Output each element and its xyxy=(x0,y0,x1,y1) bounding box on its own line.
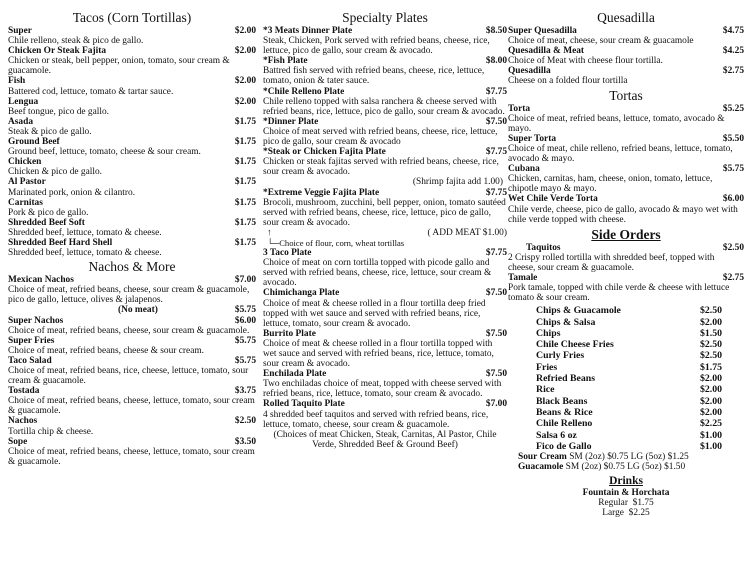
item-description: Chicken, carnitas, ham, cheese, onion, tomato, lettuce, chipotle mayo & mayo. xyxy=(508,174,713,195)
item-description: Marinated pork, onion & cilantro. xyxy=(8,187,136,198)
item-name: Quesadilla & Meat xyxy=(508,46,585,57)
item-price: $4.75 xyxy=(722,26,744,36)
item-price: $7.00 xyxy=(234,275,256,286)
menu-item xyxy=(508,26,744,46)
side-price: $2.00 xyxy=(699,373,722,385)
item-description: Choice of meat, refried beans, cheese, sour cream & guacamole. xyxy=(8,325,250,336)
side-name: Curly Fries xyxy=(536,350,585,362)
drink-item xyxy=(508,508,744,518)
side-item xyxy=(508,339,744,350)
item-description: Choice of meat, refried beans, cheese, lettuce, tomato, sour cream & guacamole. xyxy=(8,396,255,417)
item-price: $7.00 xyxy=(485,399,507,410)
item-price: $3.50 xyxy=(234,436,256,447)
plates-list-b xyxy=(263,248,507,430)
item-name: Super xyxy=(8,26,32,36)
menu-item xyxy=(508,164,744,194)
item-price: $4.25 xyxy=(722,46,744,57)
nachos-title: Nachos & More xyxy=(88,259,176,275)
side-name: Salsa 6 oz xyxy=(536,429,577,441)
sour-cream-sizes: SM (2oz) $0.75 LG (5oz) $1.25 xyxy=(569,452,689,463)
menu-item xyxy=(8,198,256,218)
item-description: Two enchiladas choice of meat, topped with cheese served with refried beans, rice, lettuce, tomato, sour cream & avocado. xyxy=(263,379,502,400)
sour-cream-label: Sour Cream xyxy=(518,452,567,463)
item-description: Steak & pico de gallo. xyxy=(8,126,92,137)
side-orders-title: Side Orders xyxy=(591,226,661,242)
menu-item xyxy=(8,46,256,76)
tacos-list xyxy=(8,26,256,258)
item-description: Choice of meat, refried beans, rice, cheese, lettuce, tomato, sour cream & guacamole. xyxy=(8,366,249,387)
menu-item xyxy=(8,177,256,197)
item-price: $7.50 xyxy=(485,116,507,127)
menu-item xyxy=(8,157,256,177)
menu-item xyxy=(8,26,256,46)
side-name: Chile Cheese Fries xyxy=(536,339,614,351)
menu-item xyxy=(8,356,256,386)
item-name: Quesadilla xyxy=(508,66,551,77)
side-price: $2.00 xyxy=(699,406,722,418)
item-description: Cheese on a folded flour tortilla xyxy=(508,76,628,87)
item-description: 4 shredded beef taquitos and served with refried beans, rice, lettuce, tomato, cheese, sour cream & guacamole. xyxy=(263,409,489,430)
sides-list xyxy=(508,305,744,452)
side-item xyxy=(508,373,744,384)
item-description: 2 Crispy rolled tortilla with shredded beef, topped with cheese, sour cream & guacamole. xyxy=(508,252,715,273)
menu-item xyxy=(8,316,256,336)
sour-cream-row xyxy=(508,452,744,462)
item-name: Cubana xyxy=(508,164,540,175)
meat-choices-note: (Choices of meat Chicken, Steak, Carnitas, Al Pastor, Chile Verde, Shredded Beef & Ground Beef) xyxy=(273,429,497,450)
up-arrow-icon: ↑ xyxy=(267,227,272,238)
item-description: Beef tongue, pico de gallo. xyxy=(8,106,110,117)
item-price: $1.75 xyxy=(234,116,256,127)
nachos-more-list xyxy=(8,316,256,467)
item-name: Torta xyxy=(508,103,531,114)
drinks-list xyxy=(508,498,744,518)
item-name: Enchilada Plate xyxy=(263,369,327,380)
side-price: $2.50 xyxy=(699,305,722,317)
menu-item xyxy=(8,416,256,436)
item-description: Tortilla chip & cheese. xyxy=(8,426,94,437)
item-description: Brocoli, mushroom, zucchini, bell pepper, onion, tomato sautéed served with refried beans, cheese, rice, lettuce, pico de gallo, sour cream & avocado. xyxy=(263,197,506,228)
item-name: Shredded Beef Hard Shell xyxy=(8,237,113,248)
menu-item xyxy=(263,288,507,328)
item-price: $2.50 xyxy=(234,416,256,427)
menu-item xyxy=(8,275,256,305)
menu-item xyxy=(508,104,744,134)
item-name: Carnitas xyxy=(8,197,43,208)
item-price: $2.75 xyxy=(722,272,744,283)
side-item xyxy=(508,350,744,361)
item-description: Choice of meat, chile relleno, refried beans, lettuce, tomato, avocado & mayo. xyxy=(508,143,733,165)
drinks-subtitle: Fountain & Horchata xyxy=(582,488,670,499)
menu-item xyxy=(8,117,256,137)
menu-item xyxy=(508,243,744,273)
tortas-title: Tortas xyxy=(609,87,643,103)
item-name: Taco Salad xyxy=(8,355,52,366)
side-price: $2.50 xyxy=(699,350,722,362)
item-price: $7.75 xyxy=(485,187,507,198)
side-name: Black Beans xyxy=(536,395,588,407)
side-price: $2.00 xyxy=(699,384,722,396)
right-column xyxy=(508,10,744,519)
item-name: Super Quesadilla xyxy=(508,26,577,36)
item-price: $7.75 xyxy=(485,147,507,158)
item-description: Choice of meat, refried beans, lettuce, tomato, avocado & mayo. xyxy=(508,113,725,134)
menu-item xyxy=(263,87,507,117)
tortilla-choice-text: Choice of flour, corn, wheat tortillas xyxy=(279,237,405,248)
no-meat-row xyxy=(8,305,256,315)
item-name: 3 Taco Plate xyxy=(263,248,312,259)
item-name: Ground Beef xyxy=(8,137,60,148)
item-description: Pork & pico de gallo. xyxy=(8,207,89,218)
item-name: *Steak or Chicken Fajita Plate xyxy=(263,147,386,158)
side-item xyxy=(508,362,744,373)
side-price: $1.75 xyxy=(699,361,722,373)
item-description: Chile verde, cheese, pico de gallo, avocado & mayo wet with chile verde topped with cheese. xyxy=(508,204,738,225)
side-name: Chips xyxy=(536,327,561,339)
side-name: Fico de Gallo xyxy=(536,440,592,452)
side-item xyxy=(508,328,744,339)
item-description: Chicken or steak fajitas served with refried beans, cheese, rice, sour cream & avocado. xyxy=(263,157,499,178)
item-name: *Chile Relleno Plate xyxy=(263,86,345,97)
item-price: $7.50 xyxy=(485,369,507,380)
side-name: Chips & Salsa xyxy=(536,316,596,328)
item-price: $7.50 xyxy=(485,328,507,339)
item-name: Tostada xyxy=(8,386,40,397)
menu-item xyxy=(508,46,744,66)
drink-item xyxy=(508,498,744,508)
item-name: Burrito Plate xyxy=(263,328,316,339)
quesadilla-title: Quesadilla xyxy=(597,10,655,25)
item-description: Chile relleno, steak & pico de gallo. xyxy=(8,36,144,47)
item-name: Super Nachos xyxy=(8,315,64,326)
item-price: $2.50 xyxy=(722,242,744,253)
item-price: $1.75 xyxy=(234,237,256,248)
plates-list-a xyxy=(263,26,507,177)
side-price: $2.25 xyxy=(699,418,722,430)
item-description: Choice of meat, refried beans, cheese, lettuce, tomato, sour cream & guacamole. xyxy=(8,446,255,467)
tacos-title: Tacos (Corn Tortillas) xyxy=(72,10,192,25)
menu-item xyxy=(263,56,507,86)
side-name: Refried Beans xyxy=(536,373,596,385)
menu-item xyxy=(263,188,507,228)
left-arrow-icon: └─ xyxy=(267,237,280,248)
item-price: $2.00 xyxy=(234,46,256,57)
item-name: Asada xyxy=(8,116,34,127)
item-price: $8.00 xyxy=(485,56,507,67)
menu-item xyxy=(263,26,507,56)
middle-column xyxy=(263,10,507,450)
side-item xyxy=(508,305,744,316)
item-price: $5.75 xyxy=(722,164,744,175)
item-name: Fish xyxy=(8,76,26,87)
item-description: Battred fish served with refried beans, cheese, rice, lettuce, tomato, onion & tater sauce. xyxy=(263,66,485,87)
item-description: Choice of meat & cheese rolled in a flour tortilla topped with wet sauce and served with refried beans, rice, lettuce, tomato, sour cream & avocado. xyxy=(263,338,494,370)
side-item xyxy=(508,441,744,452)
item-price: $1.75 xyxy=(234,177,256,188)
item-description: Battered cod, lettuce, tomato & tartar sauce. xyxy=(8,86,174,97)
item-description: Shredded beef, lettuce, tomato & cheese. xyxy=(8,227,162,238)
side-name: Rice xyxy=(536,384,555,396)
menu-item xyxy=(8,76,256,96)
drink-size: Regular xyxy=(598,498,628,509)
item-price: $8.50 xyxy=(485,26,507,36)
item-price: $1.75 xyxy=(234,197,256,208)
no-meat-price: $5.75 xyxy=(234,305,256,316)
item-name: Mexican Nachos xyxy=(8,275,74,286)
item-price: $5.75 xyxy=(234,335,256,346)
item-description: Choice of Meat with cheese flour tortilla. xyxy=(508,56,663,67)
side-price: $2.00 xyxy=(699,395,722,407)
item-name: Shredded Beef Soft xyxy=(8,217,85,228)
item-price: $1.75 xyxy=(234,137,256,148)
item-price: $7.50 xyxy=(485,288,507,299)
menu-item xyxy=(263,399,507,429)
drink-price: $1.75 xyxy=(632,498,654,509)
item-name: Al Pastor xyxy=(8,177,46,188)
item-description: Chicken & pico de gallo. xyxy=(8,167,102,178)
side-name: Beans & Rice xyxy=(536,406,593,418)
menu-item xyxy=(8,97,256,117)
item-name: Nachos xyxy=(8,416,38,427)
menu-item xyxy=(508,273,744,303)
item-name: Super Torta xyxy=(508,133,557,144)
item-name: Taquitos xyxy=(526,242,561,253)
item-description: Choice of meat served with refried beans, cheese, rice, lettuce, pico de gallo, sour cream & avocado xyxy=(263,126,498,148)
item-name: *Dinner Plate xyxy=(263,116,319,127)
drink-size: Large xyxy=(602,508,624,519)
side-name: Fries xyxy=(536,361,558,373)
item-name: Chimichanga Plate xyxy=(263,288,340,299)
item-price: $7.75 xyxy=(485,86,507,97)
drink-price: $2.25 xyxy=(628,508,650,519)
item-name: Super Fries xyxy=(8,335,55,346)
side-item xyxy=(508,396,744,407)
item-price: $3.75 xyxy=(234,386,256,397)
menu-item xyxy=(508,66,744,86)
item-name: Chicken Or Steak Fajita xyxy=(8,46,107,57)
item-price: $5.75 xyxy=(234,355,256,366)
item-name: Wet Chile Verde Torta xyxy=(508,194,598,205)
side-price: $2.50 xyxy=(699,339,722,351)
item-name: Sope xyxy=(8,436,28,447)
quesadilla-list xyxy=(508,26,744,87)
item-description: Choice of meat, refried beans, cheese, sour cream & guacamole, pico de gallo, lettuce, olives & jalapenos. xyxy=(8,285,250,306)
item-description: Choice of meat, refried beans, cheese & sour cream. xyxy=(8,345,205,356)
item-name: *3 Meats Dinner Plate xyxy=(263,26,353,36)
item-name: Rolled Taquito Plate xyxy=(263,399,345,410)
side-name: Chile Relleno xyxy=(536,418,593,430)
add-meat-note: ( ADD MEAT $1.00) xyxy=(427,227,507,238)
side-price: $1.50 xyxy=(699,327,722,339)
side-item xyxy=(508,430,744,441)
menu-item xyxy=(263,248,507,288)
menu-item xyxy=(8,238,256,258)
item-price: $2.00 xyxy=(234,26,256,36)
item-description: Choice of meat on corn tortilla topped with picode gallo and served with refried beans, cheese, rice, lettuce, sour cream & avocado. xyxy=(263,258,492,289)
tortas-list xyxy=(508,104,744,225)
item-name: Chicken xyxy=(8,157,42,168)
side-item xyxy=(508,407,744,418)
guacamole-sizes: SM (2oz) $0.75 LG (5oz) $1.50 xyxy=(565,462,686,473)
menu-item xyxy=(263,117,507,147)
shrimp-note: (Shrimp fajita add 1.00) xyxy=(412,177,503,188)
side-item xyxy=(508,317,744,328)
side-price: $1.00 xyxy=(699,429,722,441)
specialty-title: Specialty Plates xyxy=(342,10,428,25)
guacamole-label: Guacamole xyxy=(518,462,564,473)
guacamole-row xyxy=(508,462,744,472)
item-name: Lengua xyxy=(8,96,39,107)
item-description: Steak, Chicken, Pork served with refried beans, cheese, rice, lettuce, pico de gallo, sour cream & avocado. xyxy=(263,36,490,57)
no-meat-label: (No meat) xyxy=(118,305,158,316)
item-price: $7.75 xyxy=(485,248,507,259)
item-description: Choice of meat & cheese rolled in a flour tortilla deep fried topped with wet sauce and served with refried beans, rice, lettuce, tomato, sour cream & avocado. xyxy=(263,298,486,329)
menu-item xyxy=(8,137,256,157)
menu-item xyxy=(263,147,507,177)
item-price: $2.75 xyxy=(722,66,744,77)
item-name: *Extreme Veggie Fajita Plate xyxy=(263,187,380,198)
item-price: $6.00 xyxy=(234,315,256,326)
item-price: $2.00 xyxy=(234,96,256,107)
item-name: Tamale xyxy=(508,272,538,283)
item-price: $2.00 xyxy=(234,76,256,87)
item-price: $6.00 xyxy=(722,194,744,205)
item-description: Ground beef, lettuce, tomato, cheese & sour cream. xyxy=(8,147,201,158)
drinks-title: Drinks xyxy=(609,475,643,488)
menu-item xyxy=(8,336,256,356)
item-name: *Fish Plate xyxy=(263,56,308,67)
veggie-notes xyxy=(263,228,507,238)
menu-item xyxy=(8,218,256,238)
menu-item xyxy=(263,329,507,369)
menu-item xyxy=(263,369,507,399)
item-description: Choice of meat, cheese, sour cream & guacamole xyxy=(508,36,694,47)
item-price: $1.75 xyxy=(234,157,256,168)
item-price: $1.75 xyxy=(234,217,256,228)
side-price: $2.00 xyxy=(699,316,722,328)
left-column xyxy=(8,10,256,467)
menu-item xyxy=(508,134,744,164)
side-item xyxy=(508,418,744,429)
item-price: $5.50 xyxy=(722,133,744,144)
side-item xyxy=(508,384,744,395)
tortilla-choice-note xyxy=(263,238,507,248)
side-name: Chips & Guacamole xyxy=(536,305,621,317)
menu-item xyxy=(508,194,744,224)
item-price: $5.25 xyxy=(722,103,744,114)
item-description: Shredded beef, lettuce, tomato & cheese. xyxy=(8,248,162,259)
item-description: Chicken or steak, bell pepper, onion, tomato, sour cream & guacamole. xyxy=(8,56,230,77)
side-price: $1.00 xyxy=(699,440,722,452)
item-description: Chile relleno topped with salsa ranchera & cheese served with refried beans, rice, lettuce, pico de gallo, sour cream & avocado. xyxy=(263,96,505,117)
item-description: Pork tamale, topped with chile verde & cheese with lettuce tomato & sour cream. xyxy=(508,283,730,304)
menu-item xyxy=(8,386,256,416)
menu-item xyxy=(8,437,256,467)
